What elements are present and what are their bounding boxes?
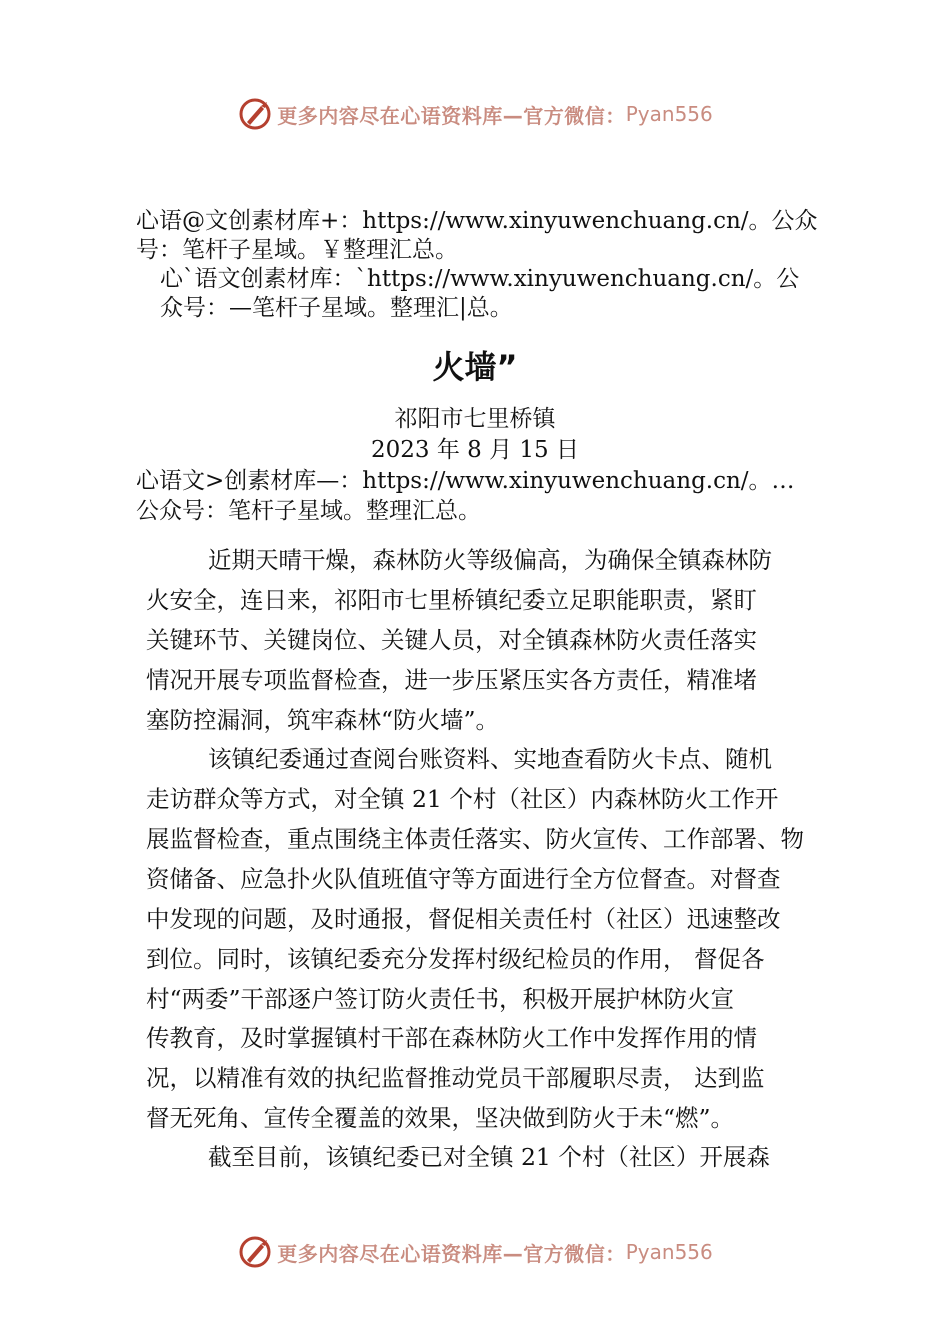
paragraph-line: 督无死角、宣传全覆盖的效果，坚决做到防火于未“燃”。 [146, 1104, 735, 1132]
paragraph-line: 关键环节、关键岗位、关键人员，对全镇森林防火责任落实 [146, 626, 757, 654]
paragraph-line: 传教育，及时掌握镇村干部在森林防火工作中发挥作用的情 [146, 1024, 757, 1052]
watermark-line: 公众号：笔杆子星域。整理汇总。 [136, 498, 481, 524]
header-banner [0, 94, 950, 134]
banner-wechat-id: Pyan556 [625, 1240, 713, 1264]
paragraph-line: 到位。同时，该镇纪委充分发挥村级纪检员的作用， 督促各 [146, 945, 765, 973]
pen-logo-icon [237, 96, 273, 132]
paragraph-line: 近期天晴干燥，森林防火等级偏高，为确保全镇森林防 [208, 546, 772, 574]
pen-logo-icon [237, 1234, 273, 1270]
paragraph-line: 塞防控漏洞，筑牢森林“防火墙”。 [146, 706, 500, 734]
paragraph-line: 资储备、应急扑火队值班值守等方面进行全方位督查。对督查 [146, 865, 781, 893]
paragraph-line: 走访群众等方式，对全镇 21 个村（社区）内森林防火工作开 [146, 785, 779, 813]
paragraph-line: 截至目前，该镇纪委已对全镇 21 个村（社区）开展森 [208, 1143, 770, 1171]
byline-date: 2023 年 8 月 15 日 [371, 437, 579, 463]
watermark-line: 号：笔杆子星域。￥整理汇总。 [136, 237, 458, 263]
paragraph-line: 中发现的问题，及时通报，督促相关责任村（社区）迅速整改 [146, 905, 781, 933]
paragraph-line: 该镇纪委通过查阅台账资料、实地查看防火卡点、随机 [208, 745, 772, 773]
footer-banner [0, 1232, 950, 1272]
watermark-line: 心语@文创素材库+：https://www.xinyuwenchuang.cn/。公众 [136, 208, 818, 234]
banner-wechat-id: Pyan556 [625, 102, 713, 126]
paragraph-line: 情况开展专项监督检查，进一步压紧压实各方责任，精准堵 [146, 666, 757, 694]
document-title: 火墙” [432, 348, 518, 386]
paragraph-line: 况，以精准有效的执纪监督推动党员干部履职尽责， 达到监 [146, 1064, 765, 1092]
banner-text: 更多内容尽在心语资料库—官方微信： [277, 1241, 626, 1266]
watermark-line: 心语文>创素材库—：https://www.xinyuwenchuang.cn/。… [136, 468, 795, 494]
banner-text: 更多内容尽在心语资料库—官方微信： [277, 103, 626, 128]
watermark-line: 心`语文创素材库：`https://www.xinyuwenchuang.cn/。公 [160, 266, 800, 292]
paragraph-line: 展监督检查，重点围绕主体责任落实、防火宣传、工作部署、物 [146, 825, 804, 853]
paragraph-line: 火安全，连日来，祁阳市七里桥镇纪委立足职能职责，紧盯 [146, 586, 757, 614]
paragraph-line: 村“两委”干部逐户签订防火责任书，积极开展护林防火宣 [146, 985, 735, 1013]
watermark-line: 众号：—笔杆子星域。整理汇|总。 [160, 295, 513, 321]
byline-org: 祁阳市七里桥镇 [394, 406, 556, 432]
